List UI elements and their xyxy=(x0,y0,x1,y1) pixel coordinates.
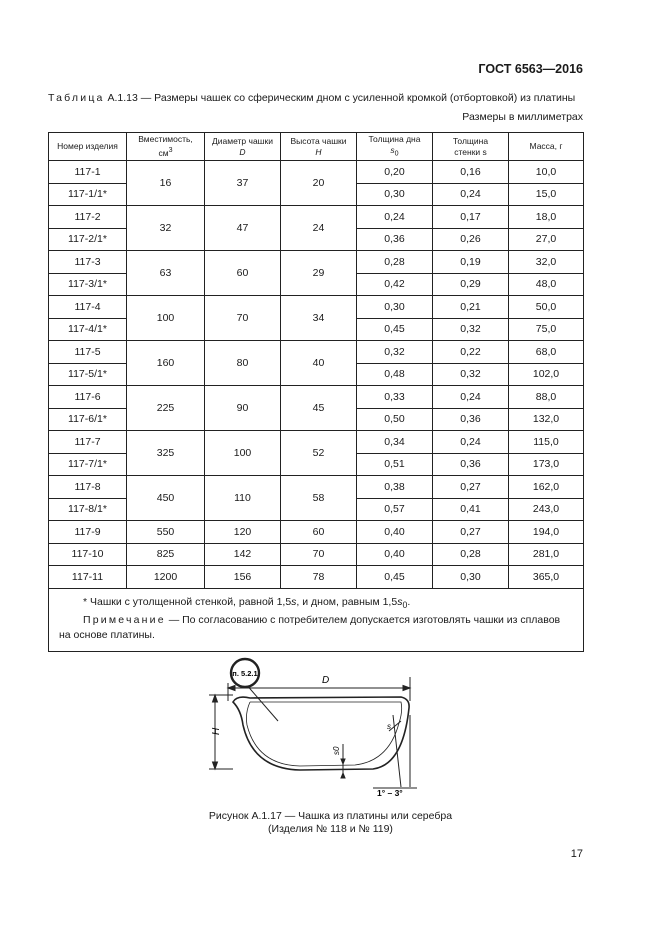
cell-mass: 194,0 xyxy=(509,521,584,544)
cell-number: 117-3/1* xyxy=(49,273,127,296)
table-body xyxy=(49,161,584,589)
cell-mass: 27,0 xyxy=(509,228,584,251)
units-label: Размеры в миллиметрах xyxy=(462,111,583,123)
cell-diameter: 156 xyxy=(205,566,281,589)
cell-capacity: 225 xyxy=(127,386,205,431)
cell-bottom-thickness: 0,38 xyxy=(357,476,433,499)
cell-diameter: 47 xyxy=(205,206,281,251)
cell-height: 70 xyxy=(281,543,357,566)
cell-wall-thickness: 0,21 xyxy=(433,296,509,319)
cell-diameter: 37 xyxy=(205,161,281,206)
figure-caption xyxy=(0,810,661,836)
cell-capacity: 160 xyxy=(127,341,205,386)
cell-number: 117-7/1* xyxy=(49,453,127,476)
cell-bottom-thickness: 0,50 xyxy=(357,408,433,431)
col-header-mass: Масса, г xyxy=(509,133,584,161)
cell-diameter: 110 xyxy=(205,476,281,521)
cell-bottom-thickness: 0,51 xyxy=(357,453,433,476)
cell-capacity: 325 xyxy=(127,431,205,476)
cell-capacity: 63 xyxy=(127,251,205,296)
cell-number: 117-10 xyxy=(49,543,127,566)
table-row xyxy=(49,296,584,319)
cell-bottom-thickness: 0,34 xyxy=(357,431,433,454)
cell-wall-thickness: 0,24 xyxy=(433,431,509,454)
cell-bottom-thickness: 0,30 xyxy=(357,183,433,206)
cell-bottom-thickness: 0,28 xyxy=(357,251,433,274)
note: Примечание — По согласованию с потребителем допускается изготовлять чашки из сплавов на основе платины. xyxy=(59,613,561,641)
cell-mass: 173,0 xyxy=(509,453,584,476)
cell-bottom-thickness: 0,40 xyxy=(357,521,433,544)
cell-height: 60 xyxy=(281,521,357,544)
table-row xyxy=(49,566,584,589)
col-header-capacity: Вместимость, $см^3$ xyxy=(127,133,205,161)
table-row xyxy=(49,206,584,229)
angle-label: 1° – 3° xyxy=(377,788,403,798)
cell-bottom-thickness: 0,57 xyxy=(357,498,433,521)
cell-mass: 243,0 xyxy=(509,498,584,521)
cell-bottom-thickness: 0,32 xyxy=(357,341,433,364)
standard-header: ГОСТ 6563—2016 xyxy=(478,62,583,76)
cell-number: 117-1/1* xyxy=(49,183,127,206)
cell-wall-thickness: 0,36 xyxy=(433,453,509,476)
cell-diameter: 80 xyxy=(205,341,281,386)
cell-capacity: 450 xyxy=(127,476,205,521)
cell-bottom-thickness: 0,45 xyxy=(357,566,433,589)
cell-mass: 162,0 xyxy=(509,476,584,499)
cell-bottom-thickness: 0,45 xyxy=(357,318,433,341)
cell-capacity: 825 xyxy=(127,543,205,566)
sizes-table xyxy=(48,132,584,652)
cell-bottom-thickness: 0,36 xyxy=(357,228,433,251)
cell-wall-thickness: 0,30 xyxy=(433,566,509,589)
cell-number: 117-3 xyxy=(49,251,127,274)
footnote: * Чашки с утолщенной стенкой, равной 1,5s, и дном, равным $1,5s_0$. xyxy=(83,595,411,610)
cell-height: 20 xyxy=(281,161,357,206)
col-header-wall-thickness: Толщина стенки s xyxy=(433,133,509,161)
cell-height: 45 xyxy=(281,386,357,431)
cell-wall-thickness: 0,24 xyxy=(433,386,509,409)
cell-number: 117-7 xyxy=(49,431,127,454)
cell-diameter: 70 xyxy=(205,296,281,341)
cell-mass: 132,0 xyxy=(509,408,584,431)
cell-number: 117-8 xyxy=(49,476,127,499)
cell-bottom-thickness: 0,40 xyxy=(357,543,433,566)
cell-number: 117-2/1* xyxy=(49,228,127,251)
cell-number: 117-11 xyxy=(49,566,127,589)
cell-number: 117-5/1* xyxy=(49,363,127,386)
cell-capacity: 32 xyxy=(127,206,205,251)
cup-drawing xyxy=(205,655,465,803)
col-header-bottom-thickness: Толщина дна $s_0$ xyxy=(357,133,433,161)
cell-wall-thickness: 0,27 xyxy=(433,521,509,544)
cell-height: 52 xyxy=(281,431,357,476)
cell-wall-thickness: 0,26 xyxy=(433,228,509,251)
cell-height: 29 xyxy=(281,251,357,296)
table-row xyxy=(49,476,584,499)
table-notes xyxy=(49,588,584,651)
cell-number: 117-1 xyxy=(49,161,127,184)
cell-capacity: 1200 xyxy=(127,566,205,589)
cell-wall-thickness: 0,32 xyxy=(433,318,509,341)
table-row xyxy=(49,543,584,566)
cell-mass: 18,0 xyxy=(509,206,584,229)
table-caption-prefix: Таблица xyxy=(48,92,105,104)
cell-height: 78 xyxy=(281,566,357,589)
cell-diameter: 142 xyxy=(205,543,281,566)
cell-number: 117-2 xyxy=(49,206,127,229)
cell-mass: 365,0 xyxy=(509,566,584,589)
cell-number: 117-4/1* xyxy=(49,318,127,341)
table-caption xyxy=(48,92,575,104)
table-row xyxy=(49,431,584,454)
cell-height: 40 xyxy=(281,341,357,386)
cell-mass: 68,0 xyxy=(509,341,584,364)
reference-label: п. 5.2.1 xyxy=(232,669,258,678)
cell-number: 117-6/1* xyxy=(49,408,127,431)
cell-wall-thickness: 0,27 xyxy=(433,476,509,499)
table-row xyxy=(49,341,584,364)
cell-wall-thickness: 0,17 xyxy=(433,206,509,229)
cell-capacity: 100 xyxy=(127,296,205,341)
cell-wall-thickness: 0,22 xyxy=(433,341,509,364)
cell-wall-thickness: 0,24 xyxy=(433,183,509,206)
cell-wall-thickness: 0,16 xyxy=(433,161,509,184)
cell-mass: 88,0 xyxy=(509,386,584,409)
cell-height: 34 xyxy=(281,296,357,341)
cell-number: 117-8/1* xyxy=(49,498,127,521)
cell-mass: 102,0 xyxy=(509,363,584,386)
cell-bottom-thickness: 0,24 xyxy=(357,206,433,229)
dim-h-label: H xyxy=(211,727,222,735)
cell-diameter: 100 xyxy=(205,431,281,476)
table-row xyxy=(49,521,584,544)
cell-mass: 281,0 xyxy=(509,543,584,566)
col-header-diameter: Диаметр чашки D xyxy=(205,133,281,161)
cup-outline xyxy=(233,697,409,770)
table-row xyxy=(49,251,584,274)
cell-diameter: 60 xyxy=(205,251,281,296)
page-number: 17 xyxy=(570,848,583,860)
cell-mass: 48,0 xyxy=(509,273,584,296)
cell-wall-thickness: 0,29 xyxy=(433,273,509,296)
cell-bottom-thickness: 0,42 xyxy=(357,273,433,296)
cell-wall-thickness: 0,28 xyxy=(433,543,509,566)
col-header-height: Высота чашки H xyxy=(281,133,357,161)
cell-bottom-thickness: 0,20 xyxy=(357,161,433,184)
cell-mass: 115,0 xyxy=(509,431,584,454)
cell-diameter: 120 xyxy=(205,521,281,544)
figure-caption-line2: (Изделия № 118 и № 119) xyxy=(268,823,393,835)
dim-s-label: s xyxy=(387,722,391,731)
col-header-number: Номер изделия xyxy=(49,133,127,161)
cell-capacity: 16 xyxy=(127,161,205,206)
cell-diameter: 90 xyxy=(205,386,281,431)
cell-mass: 75,0 xyxy=(509,318,584,341)
angle-line-1 xyxy=(393,715,401,787)
cell-mass: 15,0 xyxy=(509,183,584,206)
dim-d-label: D xyxy=(322,675,330,686)
cell-wall-thickness: 0,32 xyxy=(433,363,509,386)
cell-number: 117-9 xyxy=(49,521,127,544)
cell-mass: 10,0 xyxy=(509,161,584,184)
cell-wall-thickness: 0,36 xyxy=(433,408,509,431)
cell-wall-thickness: 0,41 xyxy=(433,498,509,521)
cell-bottom-thickness: 0,30 xyxy=(357,296,433,319)
cell-number: 117-4 xyxy=(49,296,127,319)
cell-bottom-thickness: 0,33 xyxy=(357,386,433,409)
cell-number: 117-5 xyxy=(49,341,127,364)
cell-capacity: 550 xyxy=(127,521,205,544)
cell-wall-thickness: 0,19 xyxy=(433,251,509,274)
figure-caption-line1: Рисунок А.1.17 — Чашка из платины или серебра xyxy=(208,810,453,822)
table-row xyxy=(49,386,584,409)
dim-s0-label: s0 xyxy=(332,746,341,755)
table-notes-row xyxy=(49,588,584,651)
cell-number: 117-6 xyxy=(49,386,127,409)
cell-mass: 50,0 xyxy=(509,296,584,319)
table-row xyxy=(49,161,584,184)
cell-height: 24 xyxy=(281,206,357,251)
table-caption-text: А.1.13 — Размеры чашек со сферическим дном с усиленной кромкой (отбортовкой) из платины xyxy=(104,92,576,104)
table-header-row xyxy=(49,133,584,161)
cell-height: 58 xyxy=(281,476,357,521)
cell-mass: 32,0 xyxy=(509,251,584,274)
cell-bottom-thickness: 0,48 xyxy=(357,363,433,386)
